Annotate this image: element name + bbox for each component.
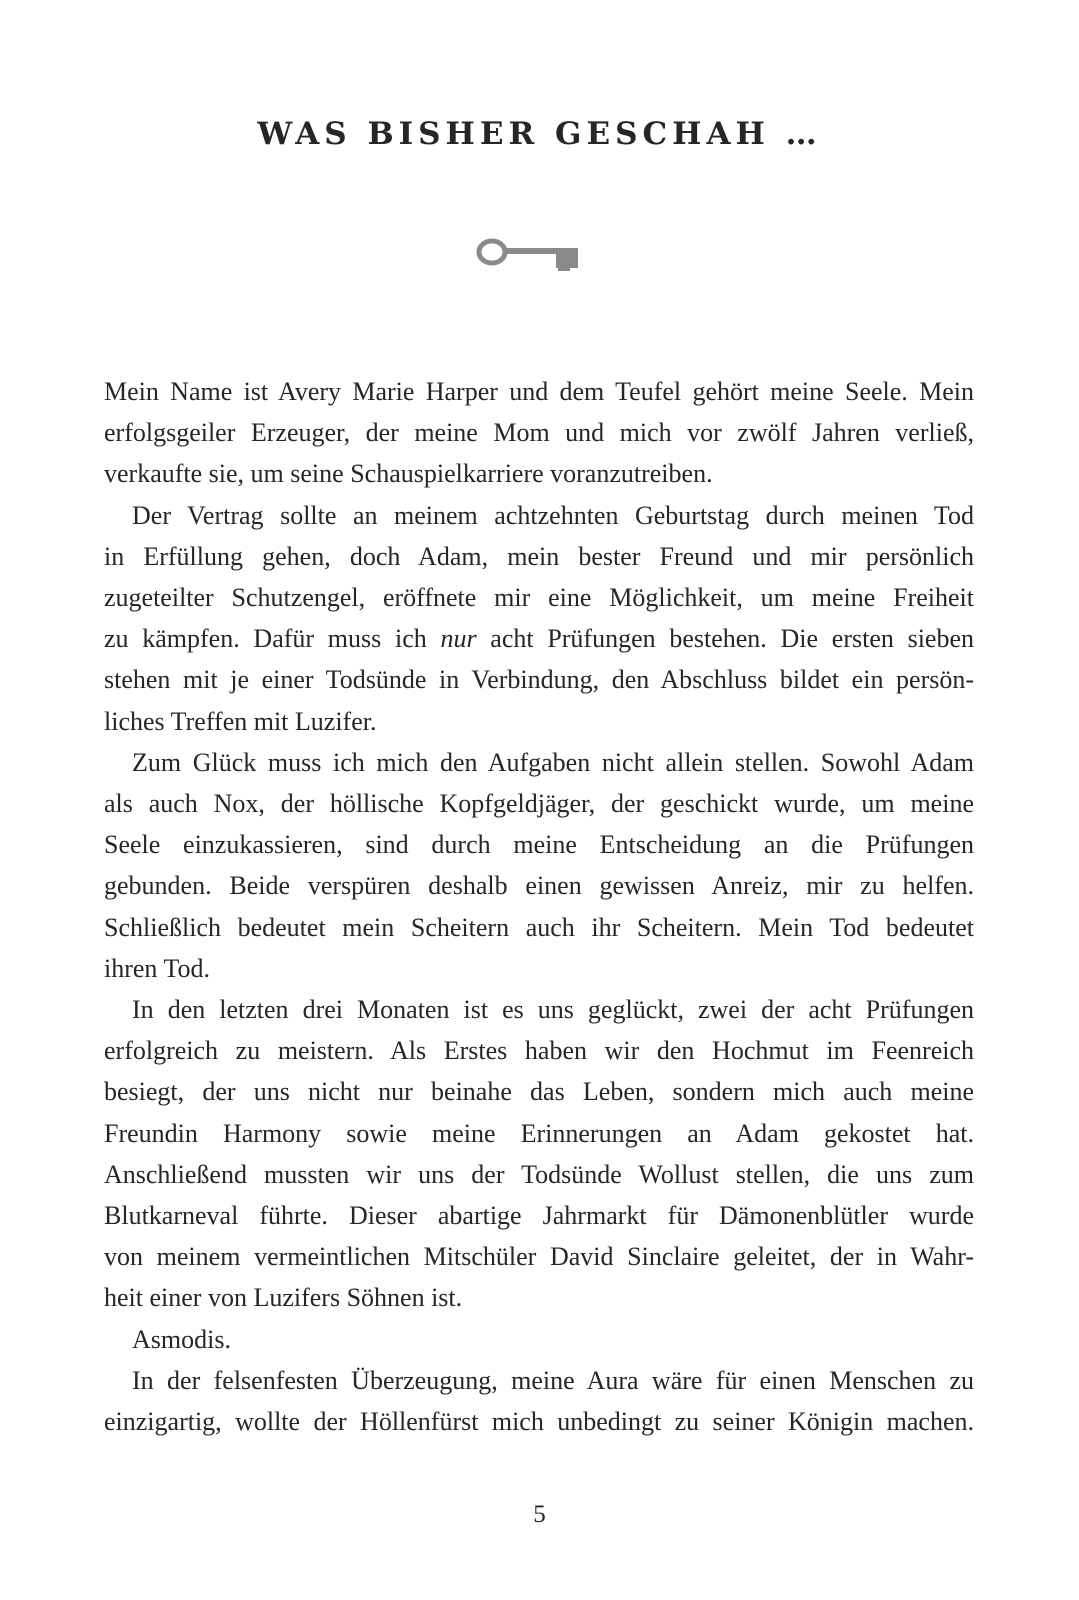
text-line: besiegt, der uns nicht nur beinahe das Leben, sondern mich auch meine (104, 1077, 974, 1107)
chapter-heading: WAS BISHER GESCHAH … (257, 116, 822, 152)
page-number: 5 (533, 1501, 546, 1528)
text-line: in Erfüllung gehen, doch Adam, mein bester Freund und mir persönlich (104, 541, 974, 571)
text-line: Freundin Harmony sowie meine Erinnerungen an Adam gekostet hat. (104, 1118, 974, 1148)
body-text (104, 371, 974, 1442)
text-line: als auch Nox, der höllische Kopfgeldjäger, der geschickt wurde, um meine (104, 789, 974, 819)
text-line: Zum Glück muss ich mich den Aufgaben nicht allein stellen. Sowohl Adam (132, 747, 974, 777)
text-line: erfolgsgeiler Erzeuger, der meine Mom und mich vor zwölf Jahren verließ, (104, 418, 974, 448)
text-line: In den letzten drei Monaten ist es uns geglückt, zwei der acht Prüfungen (132, 995, 974, 1025)
text-line: gebunden. Beide verspüren deshalb einen gewissen Anreiz, mir zu helfen. (104, 871, 974, 901)
text-line: liches Treffen mit Luzifer. (104, 706, 377, 736)
text-line: von meinem vermeintlichen Mitschüler David Sinclaire geleitet, der in Wahr- (104, 1242, 974, 1272)
text-line: Anschließend mussten wir uns der Todsünde Wollust stellen, die uns zum (104, 1159, 974, 1189)
text-line: zugeteilter Schutzengel, eröffnete mir eine Möglichkeit, um meine Freiheit (104, 583, 974, 613)
text-line: Der Vertrag sollte an meinem achtzehnten Geburtstag durch meinen Tod (132, 500, 974, 530)
text-line: Seele einzukassieren, sind durch meine Entscheidung an die Prüfungen (104, 830, 974, 860)
text-line: verkaufte sie, um seine Schauspielkarriere voranzutreiben. (104, 459, 713, 489)
text-line: Schließlich bedeutet mein Scheitern auch ihr Scheitern. Mein Tod bedeutet (104, 912, 974, 942)
key-icon (474, 238, 596, 278)
text-line: Asmodis. (132, 1324, 231, 1354)
text-line: Mein Name ist Avery Marie Harper und dem Teufel gehört meine Seele. Mein (104, 377, 974, 406)
text-line: einzigartig, wollte der Höllenfürst mich unbedingt zu seiner Königin machen. (104, 1407, 974, 1437)
text-line: stehen mit je einer Todsünde in Verbindung, den Abschluss bildet ein persön- (104, 665, 974, 695)
text-line: ihren Tod. (104, 953, 211, 983)
text-line: erfolgreich zu meistern. Als Erstes haben wir den Hochmut im Feenreich (104, 1036, 974, 1066)
text-line: heit einer von Luzifers Söhnen ist. (104, 1283, 463, 1313)
text-line: Blutkarneval führte. Dieser abartige Jahrmarkt für Dämonenblütler wurde (104, 1201, 974, 1231)
text-line: zu kämpfen. Dafür muss ich nur acht Prüfungen bestehen. Die ersten sieben (104, 624, 975, 654)
text-line: In der felsenfesten Überzeugung, meine Aura wäre für einen Menschen zu (132, 1365, 974, 1395)
